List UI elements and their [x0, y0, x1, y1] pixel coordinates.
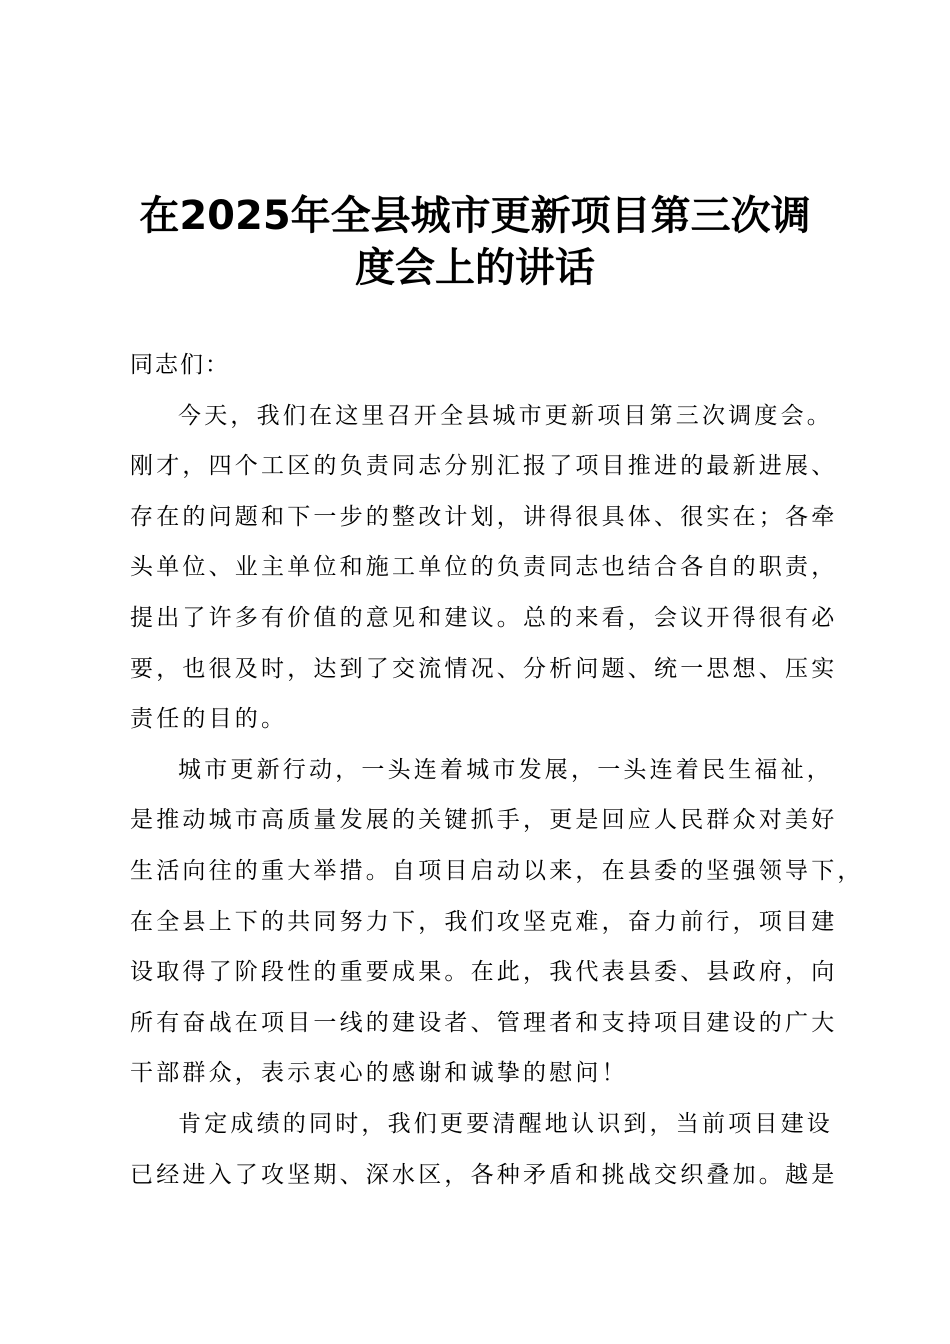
paragraph-line: 是推动城市高质量发展的关键抓手，更是回应人民群众对美好 — [130, 807, 838, 834]
paragraph-line: 设取得了阶段性的重要成果。在此，我代表县委、县政府，向 — [130, 959, 838, 986]
document-body — [130, 340, 864, 1200]
paragraph-line: 城市更新行动，一头连着城市发展，一头连着民生福祉， — [178, 756, 833, 783]
salutation: 同志们： — [130, 352, 230, 378]
paragraph-line: 在全县上下的共同努力下，我们攻坚克难，奋力前行，项目建 — [130, 908, 838, 935]
paragraph-line: 刚才，四个工区的负责同志分别汇报了项目推进的最新进展、 — [130, 453, 838, 480]
document-title — [120, 190, 830, 294]
paragraph-line: 干部群众，表示衷心的感谢和诚挚的慰问！ — [130, 1060, 628, 1087]
title-line-1: 在2025年全县城市更新项目第三次调 — [139, 193, 811, 239]
paragraph-line: 今天，我们在这里召开全县城市更新项目第三次调度会。 — [178, 402, 833, 429]
paragraph-line: 生活向往的重大举措。自项目启动以来，在县委的坚强领导下， — [130, 857, 864, 884]
paragraph-line: 已经进入了攻坚期、深水区，各种矛盾和挑战交织叠加。越是 — [130, 1161, 838, 1188]
title-line-2: 度会上的讲话 — [355, 245, 595, 291]
paragraph-line: 存在的问题和下一步的整改计划，讲得很具体、很实在；各牵 — [130, 503, 838, 530]
paragraph-line: 头单位、业主单位和施工单位的负责同志也结合各自的职责， — [130, 554, 838, 581]
paragraph-line: 提出了许多有价值的意见和建议。总的来看，会议开得很有必 — [130, 604, 838, 631]
paragraph-3 — [130, 1099, 838, 1200]
paragraph-line: 要，也很及时，达到了交流情况、分析问题、统一思想、压实 — [130, 655, 838, 682]
paragraph-2 — [130, 745, 864, 1099]
paragraph-line: 责任的目的。 — [130, 706, 288, 733]
paragraph-line: 肯定成绩的同时，我们更要清醒地认识到，当前项目建设 — [178, 1110, 833, 1137]
paragraph-1 — [130, 391, 838, 745]
paragraph-line: 所有奋战在项目一线的建设者、管理者和支持项目建设的广大 — [130, 1009, 838, 1036]
